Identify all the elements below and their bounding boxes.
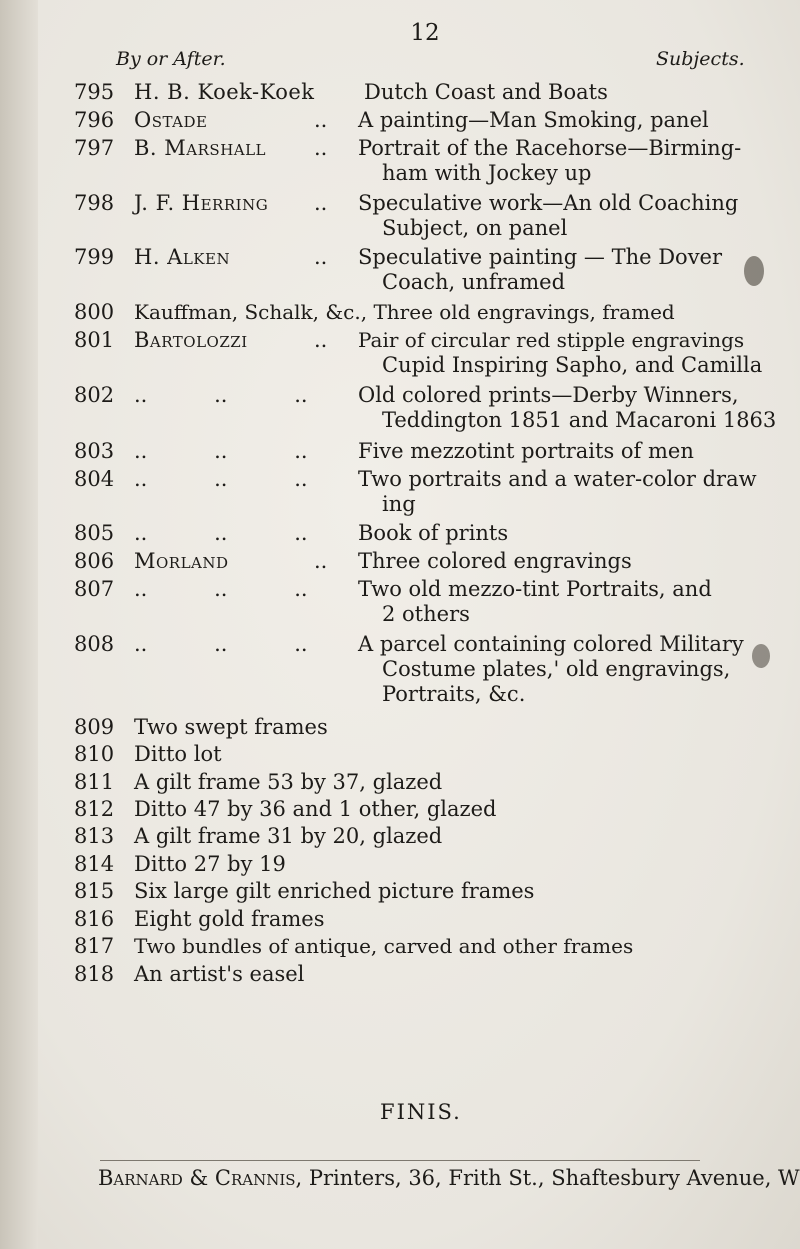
column-heading-by-or-after: By or After. [116,48,226,70]
page-number: 12 [410,20,440,46]
lot-title: Speculative work—An old Coaching Subject, on panel [358,191,739,240]
lot-number: 796 [74,108,115,132]
page-edge [0,0,38,1249]
printer-address: , Printers, 36, Frith St., Shaftesbury Avenue, W [295,1166,800,1190]
lot-description: Six large gilt enriched picture frames [134,879,535,903]
lot-number: 807 [74,577,115,601]
leader-dots: .. [314,328,328,352]
lot-description: Ditto lot [134,742,222,766]
lot-title: Portrait of the Racehorse—Birming- ham with Jockey up [358,136,742,185]
lot-title: Old colored prints—Derby Winners, Teddington 1851 and Macaroni 1863 [358,383,777,432]
lot-number: 799 [74,245,115,269]
lot-number: 806 [74,549,115,573]
leader-dots: .. [314,191,328,215]
lot-title: Pair of circular red stipple engravings Cupid Inspiring Sapho, and Camilla [358,328,763,377]
lot-artist: B. Marshall [134,136,267,160]
leader-dots: .. .. .. [134,467,308,491]
lot-artist: H. Alken [134,245,231,269]
lot-title: Two portraits and a water-color draw ing [358,467,757,516]
lot-description: A gilt frame 31 by 20, glazed [134,824,443,848]
finis-heading: FINIS. [380,1100,462,1124]
lot-number: 818 [74,962,115,986]
lot-number: 810 [74,742,115,766]
lot-artist: Ostade [134,108,208,132]
lot-description: Two swept frames [134,715,328,739]
lot-description: Eight gold frames [134,907,325,931]
lot-number: 802 [74,383,115,407]
lot-number: 811 [74,770,115,794]
lot-title: Two old mezzo-tint Portraits, and 2 others [358,577,712,626]
ink-blot [752,644,770,668]
lot-number: 815 [74,879,115,903]
lot-number: 814 [74,852,115,876]
leader-dots: .. [314,136,328,160]
lot-number: 805 [74,521,115,545]
lot-number: 798 [74,191,115,215]
printer-imprint [98,1166,800,1190]
lot-title: Book of prints [358,521,509,545]
leader-dots: .. [314,549,328,573]
leader-dots: .. .. .. [134,439,308,463]
lot-number: 797 [74,136,115,160]
divider-rule [100,1160,700,1161]
lot-number: 803 [74,439,115,463]
leader-dots: .. .. .. [134,632,308,656]
leader-dots: .. [314,108,328,132]
lot-description: Ditto 27 by 19 [134,852,286,876]
lot-number: 801 [74,328,115,352]
leader-dots: .. .. .. [134,383,308,407]
lot-number: 808 [74,632,115,656]
lot-title: Three colored engravings [358,549,632,573]
lot-artist: H. B. Koek-Koek [134,80,315,104]
lot-description: Kauffman, Schalk, &c., Three old engravings, framed [134,300,675,324]
lot-title: Speculative painting — The Dover Coach, unframed [358,245,723,294]
lot-number: 816 [74,907,115,931]
ink-blot [744,256,764,286]
printer-name: Barnard & Crannis [98,1166,296,1190]
lot-description: Two bundles of antique, carved and other frames [134,934,634,958]
lot-description: A gilt frame 53 by 37, glazed [134,770,443,794]
lot-title: A parcel containing colored Military Costume plates,' old engravings, Portraits, &c. [358,632,744,706]
lot-number: 800 [74,300,115,324]
column-heading-subjects: Subjects. [656,48,745,70]
lot-number: 809 [74,715,115,739]
lot-artist: Morland [134,549,229,573]
lot-description: Ditto 47 by 36 and 1 other, glazed [134,797,497,821]
lot-title: Dutch Coast and Boats [364,80,608,104]
leader-dots: .. .. .. [134,521,308,545]
lot-title: Five mezzotint portraits of men [358,439,694,463]
leader-dots: .. [314,245,328,269]
lot-number: 813 [74,824,115,848]
lot-artist: Bartolozzi [134,328,248,352]
lot-number: 812 [74,797,115,821]
lot-artist: J. F. Herring [134,191,269,215]
lot-number: 795 [74,80,115,104]
lot-number: 804 [74,467,115,491]
leader-dots: .. .. .. [134,577,308,601]
lot-title: A painting—Man Smoking, panel [358,108,709,132]
lot-description: An artist's easel [134,962,305,986]
lot-number: 817 [74,934,115,958]
